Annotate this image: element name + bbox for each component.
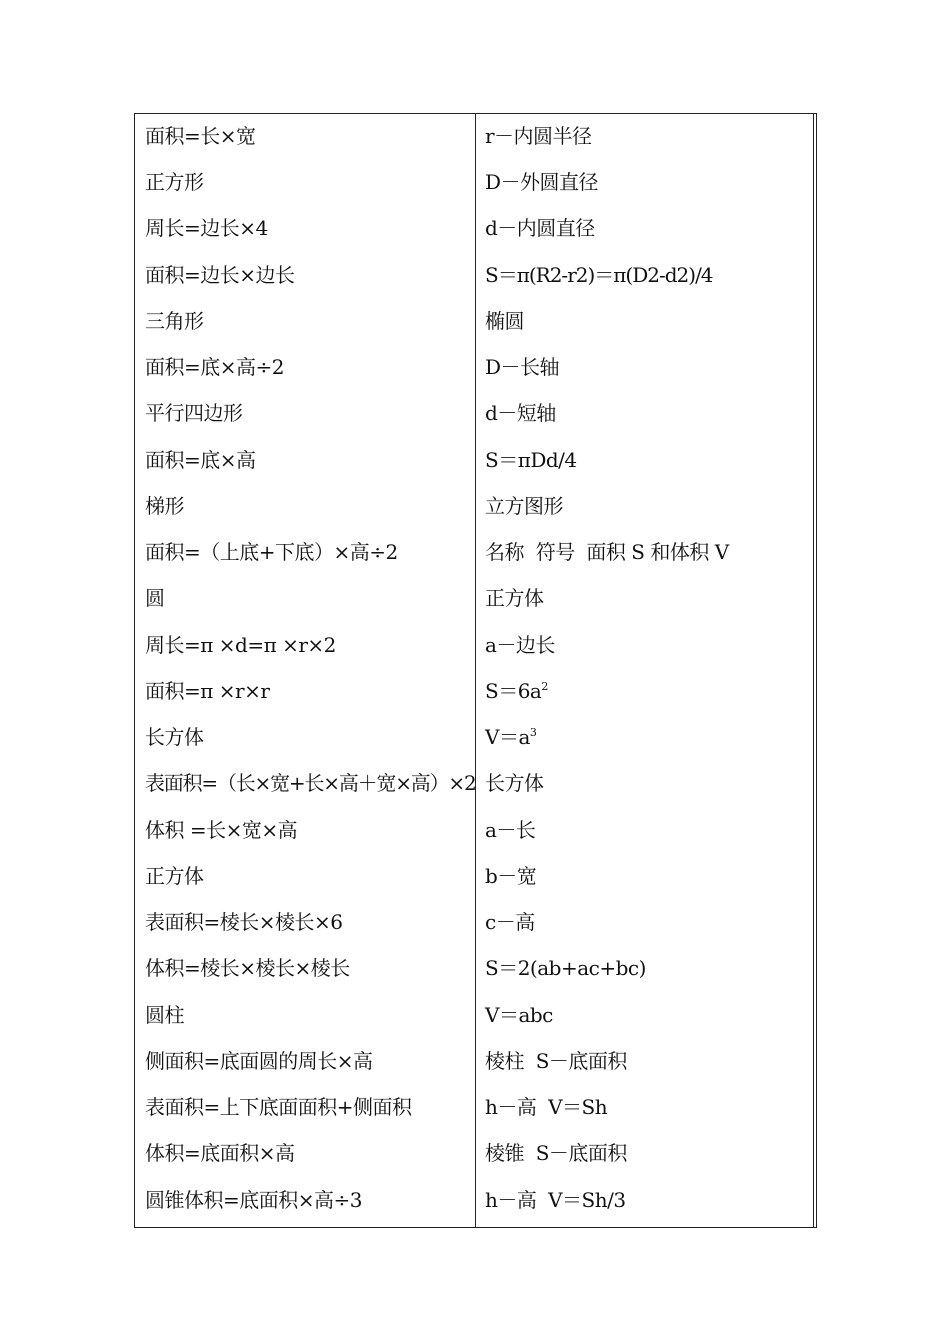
formula-cell: a－长 <box>485 818 536 842</box>
formula-cell: S＝2(ab+ac+bc) <box>485 956 646 980</box>
formula-cell: 正方体 <box>145 864 204 888</box>
formula-cell: D－外圆直径 <box>485 170 599 194</box>
formula-cell: c－高 <box>485 910 535 934</box>
formula-cell: 棱锥 S－底面积 <box>485 1141 627 1165</box>
formula-cell: 长方体 <box>145 725 204 749</box>
formula-cell: 圆柱 <box>145 1003 184 1027</box>
formula-cell: 棱柱 S－底面积 <box>485 1049 627 1073</box>
formula-cell <box>485 722 536 752</box>
formula-cell: 圆 <box>145 586 165 610</box>
formula-cell: 正方体 <box>485 586 544 610</box>
formula-cell: b－宽 <box>485 864 537 888</box>
formula-cell: D－长轴 <box>485 355 560 379</box>
formula-cell: h－高 V＝Sh <box>485 1095 608 1119</box>
formula-cell: 立方图形 <box>485 494 563 518</box>
formula-text: S＝6a <box>485 679 542 703</box>
formula-cell <box>485 676 548 706</box>
formula-cell: V＝abc <box>485 1003 553 1027</box>
formula-cell: 圆锥体积=底面积×高÷3 <box>145 1188 362 1212</box>
formula-cell: d－短轴 <box>485 401 556 425</box>
formula-column-left <box>135 114 476 1227</box>
formula-cell: 面积=边长×边长 <box>145 263 295 287</box>
formula-cell: 体积=底面积×高 <box>145 1141 295 1165</box>
formula-cell: 表面积=上下底面面积+侧面积 <box>145 1095 412 1119</box>
formula-cell: d－内圆直径 <box>485 216 595 240</box>
exponent: 2 <box>541 680 548 693</box>
formula-cell: 椭圆 <box>485 309 524 333</box>
formula-cell: 梯形 <box>145 494 184 518</box>
formula-cell: 表面积=（长×宽+长×高＋宽×高）×2 <box>145 771 476 795</box>
formula-table <box>134 113 817 1228</box>
exponent: 3 <box>529 726 537 739</box>
formula-cell: h－高 V＝Sh/3 <box>485 1188 626 1212</box>
formula-cell: a－边长 <box>485 633 555 657</box>
formula-cell: 侧面积=底面圆的周长×高 <box>145 1049 373 1073</box>
formula-cell: 体积=棱长×棱长×棱长 <box>145 956 350 980</box>
formula-cell: 面积=长×宽 <box>145 124 256 148</box>
formula-cell: 周长=边长×4 <box>145 216 268 240</box>
formula-cell: 面积=（上底+下底）×高÷2 <box>145 540 398 564</box>
formula-cell: 三角形 <box>145 309 204 333</box>
formula-cell: 平行四边形 <box>145 401 243 425</box>
formula-cell: 名称 符号 面积 S 和体积 V <box>485 540 729 564</box>
formula-cell: 周长=π ×d=π ×r×2 <box>145 633 336 657</box>
formula-column-right <box>476 114 810 1227</box>
formula-cell: 体积 =长×宽×高 <box>145 818 298 842</box>
formula-cell: S＝π(R2-r2)＝π(D2-d2)/4 <box>485 263 713 287</box>
formula-text: V＝a <box>485 725 530 749</box>
formula-cell: 表面积=棱长×棱长×6 <box>145 910 343 934</box>
formula-cell: S＝πDd/4 <box>485 448 577 472</box>
formula-cell: 正方形 <box>145 170 204 194</box>
formula-cell: 长方体 <box>485 771 544 795</box>
formula-cell: 面积=底×高÷2 <box>145 355 284 379</box>
formula-cell: 面积=π ×r×r <box>145 679 270 703</box>
formula-cell: r－内圆半径 <box>485 124 592 148</box>
formula-cell: 面积=底×高 <box>145 448 256 472</box>
